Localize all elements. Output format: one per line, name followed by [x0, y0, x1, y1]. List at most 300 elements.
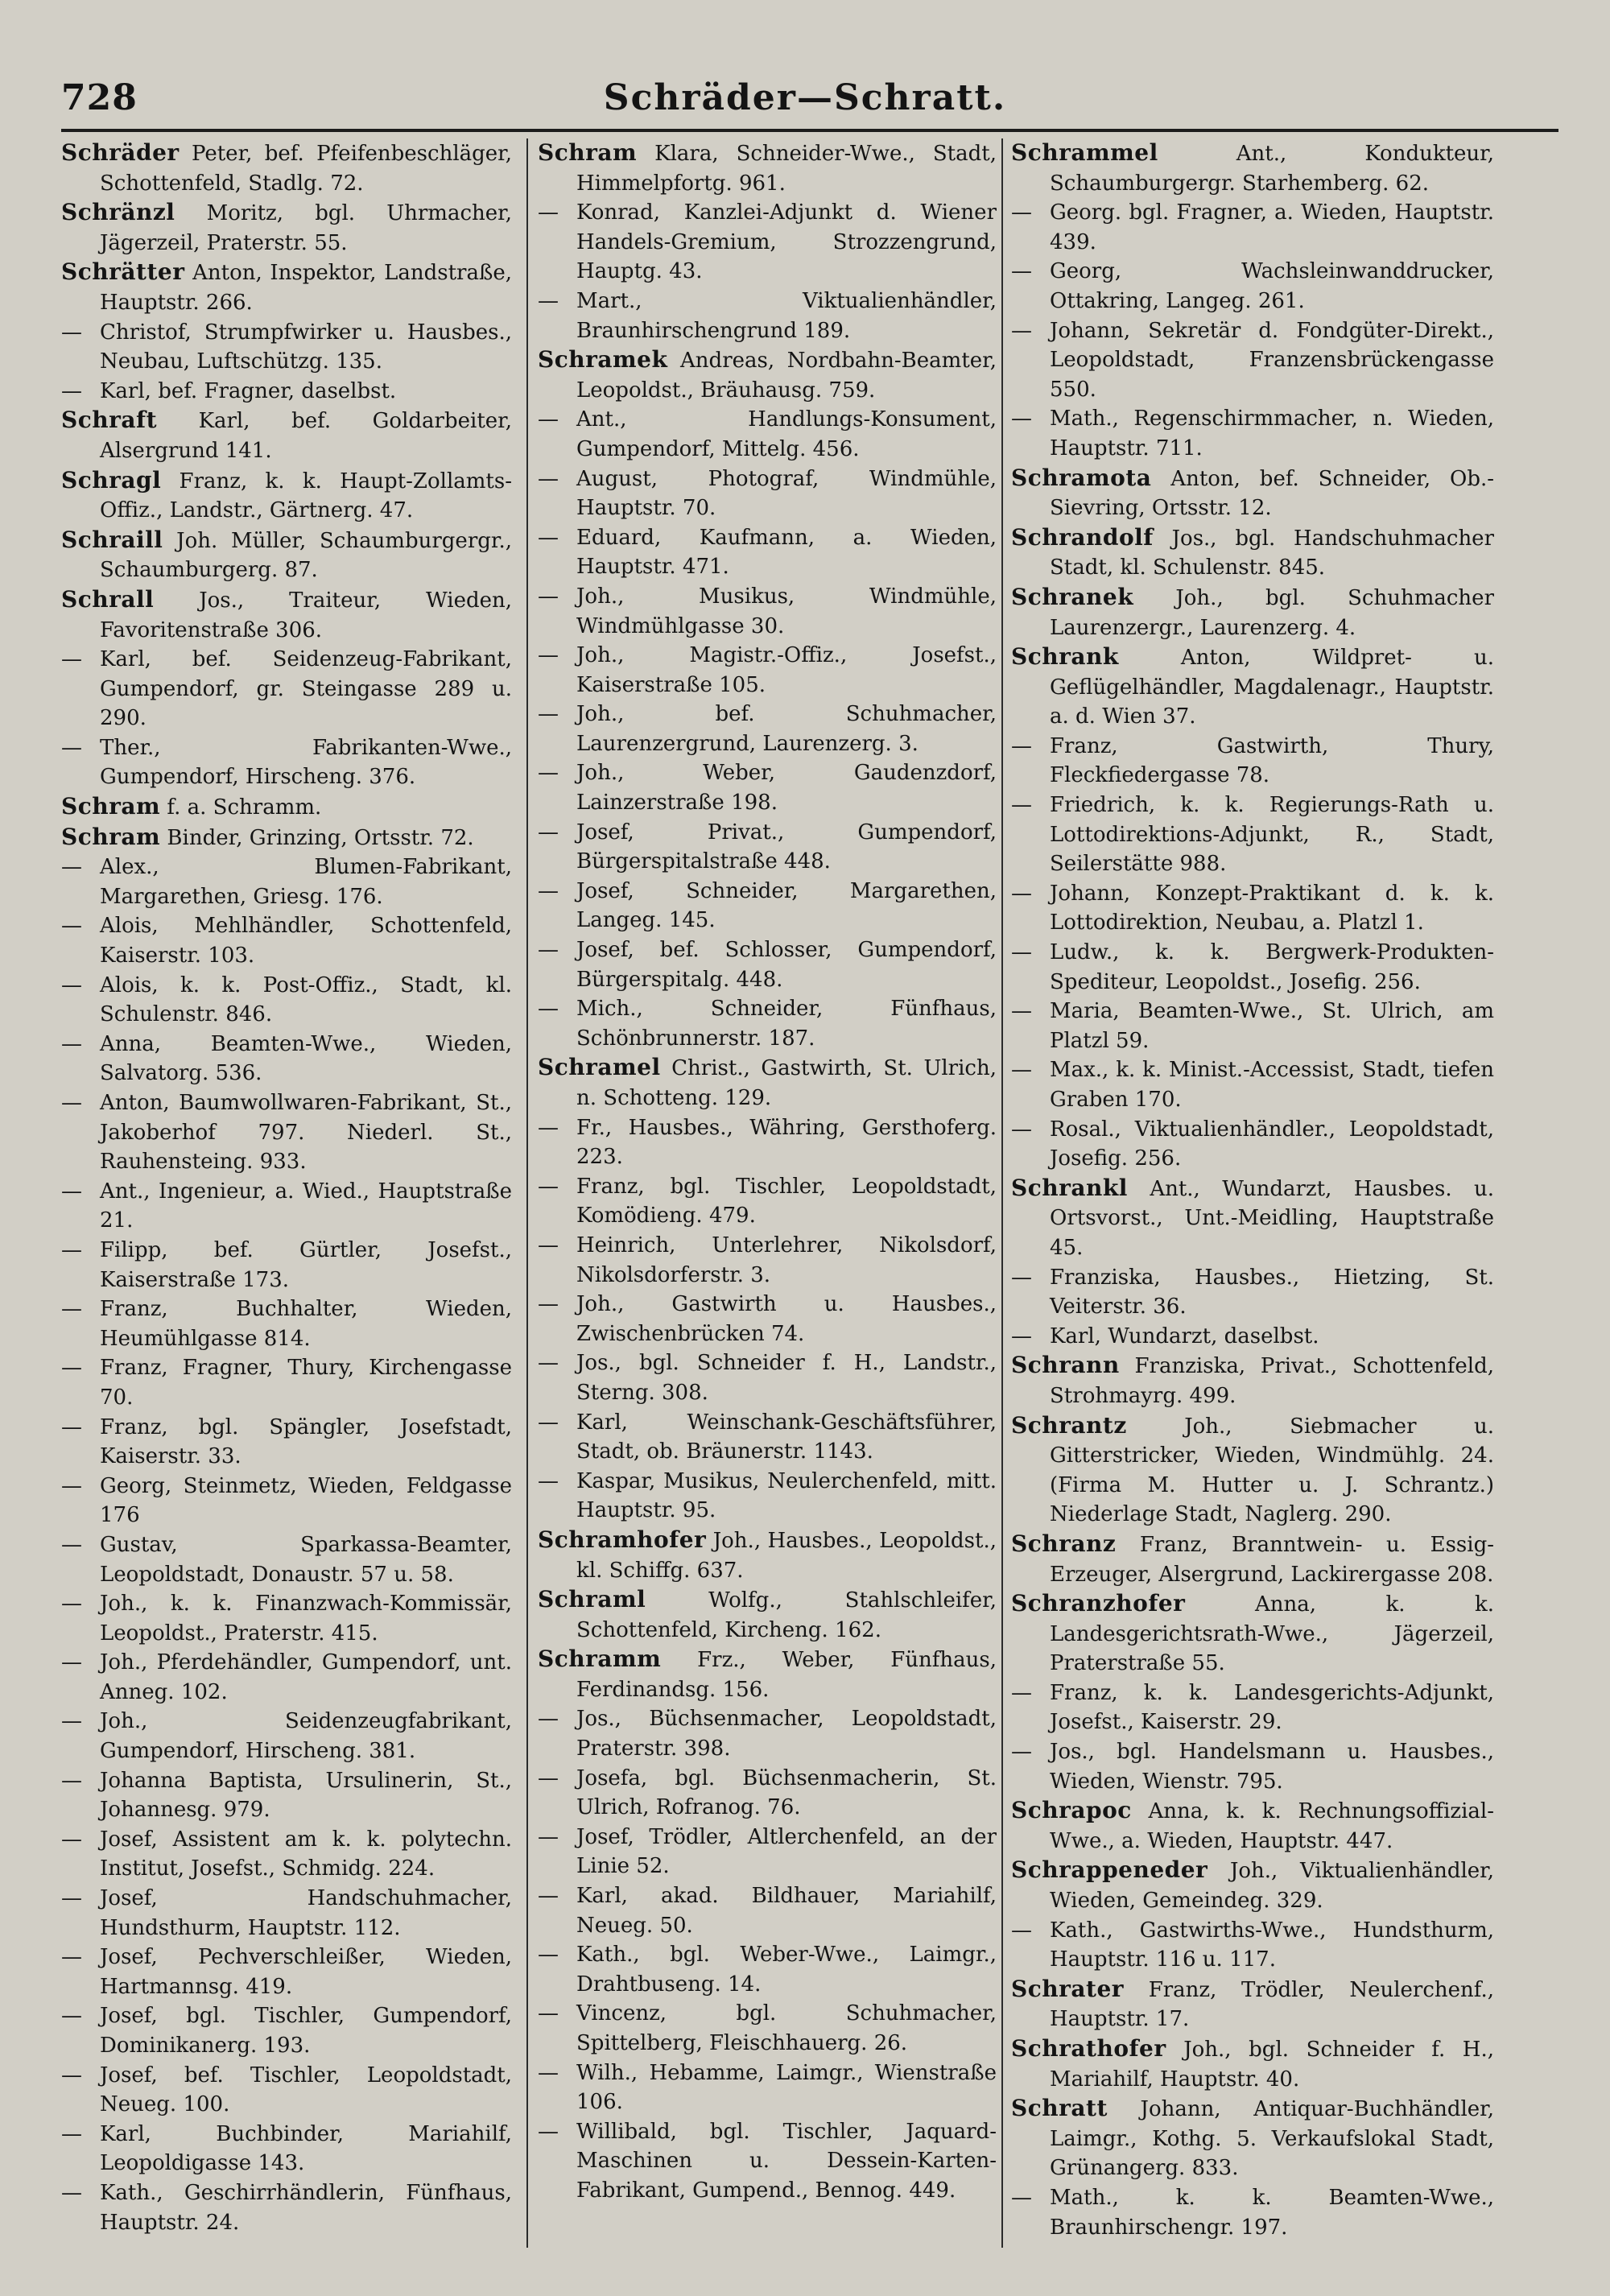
- entry-text: Peter, bef. Pfeifenbeschläger, Schottenfeld, Stadlg. 72.: [100, 142, 512, 196]
- entry-text: Johann, Antiquar-Buchhändler, Laimgr., Kothg. 5. Verkaufslokal Stadt, Grünangerg. 833.: [1050, 2097, 1494, 2181]
- entry-text: Franz, Branntwein- u. Essig-Erzeuger, Alsergrund, Lackirergasse 208.: [1050, 1532, 1494, 1587]
- entry-text: Mich., Schneider, Fünfhaus, Schönbrunnerstr. 187.: [576, 997, 997, 1051]
- directory-entry: [538, 1172, 997, 1231]
- page-title: Schräder—Schratt.: [603, 77, 1007, 118]
- directory-entry: [538, 1764, 997, 1823]
- ditto-dash: —: [1011, 1740, 1032, 1765]
- ditto-dash: —: [538, 1468, 559, 1493]
- directory-entry: [538, 641, 997, 700]
- directory-entry: [61, 1295, 512, 1353]
- ditto-dash: —: [538, 1233, 559, 1257]
- directory-entry: [538, 935, 997, 994]
- directory-entry: [1011, 879, 1494, 938]
- directory-entry: [1011, 1115, 1494, 1174]
- entry-surname: Schramhofer: [538, 1526, 707, 1553]
- directory-entry: [1011, 2183, 1494, 2242]
- entry-surname: Schraml: [538, 1586, 646, 1613]
- entry-text: Karl, Weinschank-Geschäftsführer, Stadt, ob. Bräunerstr. 1143.: [576, 1410, 997, 1464]
- entry-surname: Schratt: [1011, 2095, 1108, 2122]
- entry-surname: Schraft: [61, 407, 157, 434]
- directory-entry: [1011, 583, 1494, 642]
- ditto-dash: —: [538, 466, 559, 491]
- entry-text: Josef, bgl. Tischler, Gumpendorf, Dominikanerg. 193.: [100, 2004, 512, 2058]
- directory-entry: [61, 585, 512, 645]
- entry-text: Franziska, Hausbes., Hietzing, St. Veiterstr. 36.: [1050, 1265, 1494, 1319]
- directory-entry: [538, 1526, 997, 1585]
- entry-text: Franz, Buchhalter, Wieden, Heumühlgasse 814.: [100, 1297, 512, 1351]
- directory-entry: [1011, 1589, 1494, 1679]
- directory-entry: [1011, 1975, 1494, 2034]
- directory-entry: [61, 1088, 512, 1177]
- directory-entry: [538, 2059, 997, 2117]
- ditto-dash: —: [538, 200, 559, 225]
- entry-text: Jos., bgl. Schneider f. H., Landstr., Sterng. 308.: [576, 1351, 997, 1405]
- directory-entry: [61, 466, 512, 526]
- entry-text: Friedrich, k. k. Regierungs-Rath u. Lottodirektions-Adjunkt, R., Stadt, Seilerstätte 988.: [1050, 793, 1494, 877]
- directory-entry: [538, 1881, 997, 1940]
- header-rule: [61, 129, 1558, 132]
- entry-text: Joh., Pferdehändler, Gumpendorf, unt. Anneg. 102.: [100, 1650, 512, 1704]
- directory-entry: [1011, 2094, 1494, 2183]
- directory-entry: [61, 1884, 512, 1943]
- directory-entry: [1011, 642, 1494, 732]
- ditto-dash: —: [61, 972, 82, 997]
- directory-entry: [61, 733, 512, 792]
- directory-entry: [61, 406, 512, 465]
- entry-surname: Schrankl: [1011, 1174, 1128, 1201]
- directory-entry: [1011, 1796, 1494, 1856]
- ditto-dash: —: [538, 1174, 559, 1199]
- directory-entry: [1011, 1263, 1494, 1322]
- ditto-dash: —: [61, 914, 82, 939]
- entry-text: Josef, Privat., Gumpendorf, Bürgerspitalstraße 448.: [576, 820, 997, 874]
- directory-entry: [538, 1585, 997, 1645]
- entry-surname: Schrätter: [61, 258, 185, 286]
- ditto-dash: —: [61, 1356, 82, 1381]
- entry-surname: Schraill: [61, 526, 163, 553]
- ditto-dash: —: [61, 1473, 82, 1498]
- directory-entry: [61, 1648, 512, 1707]
- entry-surname: Schrater: [1011, 1975, 1125, 2002]
- directory-entry: [538, 994, 997, 1053]
- ditto-dash: —: [1011, 1918, 1032, 1943]
- entry-text: Ant., Kondukteur, Schaumburgergr. Starhemberg. 62.: [1050, 142, 1494, 196]
- directory-entry: [61, 1825, 512, 1884]
- entry-text: Franz, bgl. Spängler, Josefstadt, Kaiserstr. 33.: [100, 1414, 512, 1469]
- ditto-dash: —: [61, 378, 82, 403]
- ditto-dash: —: [61, 2180, 82, 2205]
- entry-text: Konrad, Kanzlei-Adjunkt d. Wiener Handels-Gremium, Strozzengrund, Hauptg. 43.: [576, 200, 997, 284]
- directory-entry: [61, 138, 512, 198]
- entry-surname: Schrappeneder: [1011, 1856, 1208, 1884]
- directory-entry: [61, 1707, 512, 1765]
- directory-entry: [538, 138, 997, 198]
- ditto-dash: —: [61, 1297, 82, 1322]
- ditto-dash: —: [538, 938, 559, 963]
- ditto-dash: —: [1011, 1058, 1032, 1083]
- directory-entry: [1011, 1737, 1494, 1796]
- ditto-dash: —: [538, 2001, 559, 2026]
- entry-text: Joh., Seidenzeugfabrikant, Gumpendorf, Hirscheng. 381.: [100, 1709, 512, 1764]
- entry-surname: Schramota: [1011, 464, 1152, 491]
- column-3: [1011, 138, 1494, 2248]
- entry-text: Math., Regenschirmmacher, n. Wieden, Hauptstr. 711.: [1050, 407, 1494, 460]
- directory-entry: [538, 198, 997, 287]
- entry-text: Kath., Geschirrhändlerin, Fünfhaus, Hauptstr. 24.: [100, 2180, 512, 2235]
- entry-text: f. a. Schramm.: [167, 795, 322, 820]
- entry-text: Math., k. k. Beamten-Wwe., Braunhirschengr. 197.: [1050, 2185, 1494, 2240]
- entry-surname: Schräder: [61, 139, 180, 166]
- entry-text: Anton, bef. Schneider, Ob.-Sievring, Ortsstr. 12.: [1050, 466, 1494, 521]
- directory-entry: [1011, 1856, 1494, 1915]
- ditto-dash: —: [1011, 733, 1032, 758]
- entry-text: Maria, Beamten-Wwe., St. Ulrich, am Platzl 59.: [1050, 999, 1494, 1053]
- ditto-dash: —: [61, 2121, 82, 2146]
- entry-text: Alex., Blumen-Fabrikant, Margarethen, Griesg. 176.: [100, 855, 512, 909]
- entry-text: Anna, Beamten-Wwe., Wieden, Salvatorg. 536.: [100, 1031, 512, 1086]
- directory-entry: [61, 377, 512, 407]
- entry-text: Johann, Konzept-Praktikant d. k. k. Lottodirektion, Neubau, a. Platzl 1.: [1050, 881, 1494, 935]
- directory-entry: [538, 1940, 997, 1999]
- directory-entry: [1011, 464, 1494, 523]
- entry-text: Joh., Magistr.-Offiz., Josefst., Kaiserstraße 105.: [576, 643, 997, 697]
- entry-surname: Schrapoc: [1011, 1797, 1132, 1824]
- directory-entry: [61, 1589, 512, 1648]
- ditto-dash: —: [538, 1115, 559, 1140]
- entry-text: Franz, bgl. Tischler, Leopoldstadt, Komödieng. 479.: [576, 1174, 997, 1229]
- entry-text: Joh., k. k. Finanzwach-Kommissär, Leopoldst., Praterstr. 415.: [100, 1592, 512, 1646]
- directory-entry: [1011, 791, 1494, 879]
- directory-entry: [1011, 1351, 1494, 1410]
- directory-entry: [61, 526, 512, 585]
- directory-entry: [538, 465, 997, 523]
- directory-entry: [538, 877, 997, 935]
- directory-entry: [61, 853, 512, 911]
- entry-text: Jos., bgl. Handelsmann u. Hausbes., Wieden, Wienstr. 795.: [1050, 1740, 1494, 1794]
- ditto-dash: —: [61, 2004, 82, 2029]
- entry-text: Johanna Baptista, Ursulinerin, St., Johannesg. 979.: [100, 1768, 512, 1823]
- directory-entry: [538, 1645, 997, 1704]
- entry-text: Karl, Wundarzt, daselbst.: [1050, 1324, 1319, 1348]
- directory-entry: [538, 1704, 997, 1763]
- entry-text: Joh., Siebmacher u. Gitterstricker, Wieden, Windmühlg. 24. (Firma M. Hutter u. J. Schrantz.) Niederlage Stadt, Naglerg. 290.: [1050, 1414, 1494, 1527]
- ditto-dash: —: [61, 1532, 82, 1557]
- ditto-dash: —: [61, 2063, 82, 2087]
- entry-surname: Schrall: [61, 585, 155, 613]
- entry-surname: Schragl: [61, 466, 162, 493]
- entry-surname: Schranek: [1011, 583, 1134, 610]
- directory-entry: [538, 1231, 997, 1290]
- entry-text: Anna, k. k. Rechnungsoffizial-Wwe., a. Wieden, Hauptstr. 447.: [1050, 1799, 1494, 1853]
- ditto-dash: —: [61, 1650, 82, 1675]
- entry-text: Joh., Weber, Gaudenzdorf, Lainzerstraße 198.: [576, 761, 997, 816]
- directory-entry: [61, 1177, 512, 1236]
- entry-surname: Schrathofer: [1011, 2035, 1166, 2062]
- column-2: [538, 138, 997, 2248]
- directory-entry: [1011, 1916, 1494, 1975]
- directory-entry: [61, 1353, 512, 1412]
- ditto-dash: —: [538, 997, 559, 1022]
- directory-entry: [61, 318, 512, 377]
- entry-text: Karl, akad. Bildhauer, Mariahilf, Neueg. 50.: [576, 1884, 997, 1938]
- entry-text: Josef, Assistent am k. k. polytechn. Institut, Josefst., Schmidg. 224.: [100, 1827, 512, 1881]
- entry-text: Joh., Hausbes., Leopoldst., kl. Schiffg. 637.: [576, 1528, 997, 1583]
- entry-text: Christ., Gastwirth, St. Ulrich, n. Schotteng. 129.: [576, 1056, 997, 1110]
- entry-text: Anton, Wildpret- u. Geflügelhändler, Magdalenagr., Hauptstr. a. d. Wien 37.: [1050, 646, 1494, 729]
- entry-text: Franziska, Privat., Schottenfeld, Strohmayrg. 499.: [1050, 1354, 1494, 1408]
- directory-entry: [61, 1530, 512, 1589]
- directory-entry: [538, 523, 997, 582]
- entry-text: Andreas, Nordbahn-Beamter, Leopoldst., Bräuhausg. 759.: [576, 349, 997, 403]
- entry-text: Wolfg., Stahlschleifer, Schottenfeld, Kircheng. 162.: [576, 1588, 997, 1642]
- entry-text: Karl, bef. Goldarbeiter, Alsergrund 141.: [100, 409, 512, 463]
- entry-text: Josefa, bgl. Büchsenmacherin, St. Ulrich, Rofranog. 76.: [576, 1765, 997, 1820]
- entry-text: Karl, bef. Fragner, daselbst.: [100, 378, 397, 403]
- entry-text: Franz, k. k. Haupt-Zollamts-Offiz., Landstr., Gärtnerg. 47.: [100, 469, 512, 523]
- directory-entry: [1011, 1322, 1494, 1352]
- entry-text: Karl, Buchbinder, Mariahilf, Leopoldigasse 143.: [100, 2121, 512, 2176]
- entry-text: Kaspar, Musikus, Neulerchenfeld, mitt. Hauptstr. 95.: [576, 1468, 997, 1523]
- column-1: [61, 138, 512, 2248]
- entry-surname: Schrandolf: [1011, 523, 1154, 551]
- entry-text: Max., k. k. Minist.-Accessist, Stadt, tiefen Graben 170.: [1050, 1058, 1494, 1112]
- directory-entry: [1011, 138, 1494, 198]
- entry-text: Fr., Hausbes., Währing, Gersthoferg. 223.: [576, 1115, 997, 1170]
- entry-text: Gustav, Sparkassa-Beamter, Leopoldstadt, Donaustr. 57 u. 58.: [100, 1532, 512, 1587]
- directory-entry: [61, 1766, 512, 1825]
- directory-entry: [538, 1348, 997, 1407]
- directory-entry: [61, 823, 512, 853]
- directory-entry: [1011, 938, 1494, 997]
- ditto-dash: —: [538, 702, 559, 727]
- ditto-dash: —: [61, 1414, 82, 1439]
- entry-text: Kath., bgl. Weber-Wwe., Laimgr., Drahtbuseng. 14.: [576, 1943, 997, 1997]
- directory-entry: [538, 1823, 997, 1881]
- entry-text: Georg, Steinmetz, Wieden, Feldgasse 176: [100, 1473, 512, 1528]
- directory-entry: [538, 1053, 997, 1113]
- directory-entry: [1011, 257, 1494, 316]
- ditto-dash: —: [538, 1707, 559, 1732]
- entry-text: Wilh., Hebamme, Laimgr., Wienstraße 106.: [576, 2060, 997, 2115]
- ditto-dash: —: [61, 1768, 82, 1793]
- entry-surname: Schrammel: [1011, 139, 1158, 166]
- directory-entry: [1011, 1174, 1494, 1263]
- ditto-dash: —: [1011, 318, 1032, 343]
- entry-text: August, Photograf, Windmühle, Hauptstr. 70.: [576, 466, 997, 521]
- ditto-dash: —: [1011, 1265, 1032, 1290]
- ditto-dash: —: [538, 1292, 559, 1317]
- entry-text: Joh., bgl. Schneider f. H., Mariahilf, Hauptstr. 40.: [1050, 2038, 1494, 2092]
- entry-surname: Schrantz: [1011, 1411, 1127, 1439]
- ditto-dash: —: [538, 584, 559, 609]
- page-number: 728: [61, 77, 138, 118]
- entry-text: Filipp, bef. Gürtler, Josefst., Kaiserstraße 173.: [100, 1237, 512, 1292]
- ditto-dash: —: [538, 1351, 559, 1376]
- entry-text: Moritz, bgl. Uhrmacher, Jägerzeil, Praterstr. 55.: [100, 201, 512, 255]
- directory-entry: [1011, 997, 1494, 1055]
- directory-entry: [1011, 198, 1494, 257]
- entry-text: Heinrich, Unterlehrer, Nikolsdorf, Nikolsdorferstr. 3.: [576, 1233, 997, 1287]
- entry-text: Anna, k. k. Landesgerichtsrath-Wwe., Jägerzeil, Praterstraße 55.: [1050, 1592, 1494, 1676]
- ditto-dash: —: [538, 1765, 559, 1790]
- ditto-dash: —: [538, 878, 559, 903]
- entry-text: Ludw., k. k. Bergwerk-Produkten-Spediteur, Leopoldst., Josefig. 256.: [1050, 940, 1494, 994]
- entry-text: Ant., Wundarzt, Hausbes. u. Ortsvorst., Unt.-Meidling, Hauptstraße 45.: [1050, 1176, 1494, 1260]
- directory-entry: [61, 198, 512, 258]
- ditto-dash: —: [1011, 200, 1032, 225]
- entry-text: Rosal., Viktualienhändler., Leopoldstadt, Josefig. 256.: [1050, 1117, 1494, 1171]
- entry-text: Alois, Mehlhändler, Schottenfeld, Kaiserstr. 103.: [100, 914, 512, 968]
- ditto-dash: —: [538, 407, 559, 432]
- ditto-dash: —: [61, 647, 82, 672]
- ditto-dash: —: [61, 1945, 82, 1970]
- entry-text: Josef, Schneider, Margarethen, Langeg. 145.: [576, 878, 997, 933]
- entry-surname: Schramek: [538, 346, 668, 374]
- ditto-dash: —: [61, 1179, 82, 1204]
- directory-entry: [538, 1113, 997, 1172]
- entry-surname: Schramel: [538, 1054, 661, 1081]
- column-divider: [526, 138, 528, 2248]
- ditto-dash: —: [538, 820, 559, 844]
- ditto-dash: —: [538, 525, 559, 550]
- entry-surname: Schram: [61, 793, 161, 820]
- directory-entry: [61, 792, 512, 823]
- entry-text: Joh., Gastwirth u. Hausbes., Zwischenbrücken 74.: [576, 1292, 997, 1346]
- entry-surname: Schranzhofer: [1011, 1590, 1186, 1617]
- entry-text: Johann, Sekretär d. Fondgüter-Direkt., Leopoldstadt, Franzensbrückengasse 550.: [1050, 318, 1494, 402]
- entry-text: Franz, k. k. Landesgerichts-Adjunkt, Josefst., Kaiserstr. 29.: [1050, 1680, 1494, 1735]
- entry-text: Joh. Müller, Schaumburgergr., Schaumburgerg. 87.: [100, 528, 512, 583]
- entry-text: Klara, Schneider-Wwe., Stadt, Himmelpfortg. 961.: [576, 142, 997, 196]
- entry-text: Josef, Pechverschleißer, Wieden, Hartmannsg. 419.: [100, 1945, 512, 1999]
- entry-text: Frz., Weber, Fünfhaus, Ferdinandsg. 156.: [576, 1648, 997, 1702]
- directory-entry: [61, 911, 512, 970]
- ditto-dash: —: [61, 855, 82, 880]
- entry-text: Joh., Viktualienhändler, Wieden, Gemeindeg. 329.: [1050, 1859, 1494, 1914]
- ditto-dash: —: [1011, 1680, 1032, 1705]
- directory-entry: [1011, 1411, 1494, 1530]
- directory-entry: [1011, 1530, 1494, 1589]
- entry-text: Franz, Gastwirth, Thury, Fleckfiedergasse 78.: [1050, 733, 1494, 788]
- entry-text: Joh., Musikus, Windmühle, Windmühlgasse 30.: [576, 584, 997, 638]
- ditto-dash: —: [538, 2060, 559, 2085]
- entry-text: Vincenz, bgl. Schuhmacher, Spittelberg, Fleischhauerg. 26.: [576, 2001, 997, 2055]
- entry-surname: Schrann: [1011, 1352, 1120, 1379]
- entry-text: Josef, bef. Schlosser, Gumpendorf, Bürgerspitalg. 448.: [576, 938, 997, 992]
- entry-text: Ant., Ingenieur, a. Wied., Hauptstraße 21.: [100, 1179, 512, 1233]
- ditto-dash: —: [61, 320, 82, 345]
- entry-text: Ther., Fabrikanten-Wwe., Gumpendorf, Hirscheng. 376.: [100, 735, 512, 790]
- directory-entry: [61, 1236, 512, 1295]
- ditto-dash: —: [538, 1943, 559, 1968]
- ditto-dash: —: [538, 761, 559, 786]
- directory-entry: [538, 758, 997, 817]
- ditto-dash: —: [61, 1592, 82, 1617]
- entry-text: Georg. bgl. Fragner, a. Wieden, Hauptstr. 439.: [1050, 200, 1494, 254]
- ditto-dash: —: [61, 1091, 82, 1115]
- ditto-dash: —: [1011, 793, 1032, 818]
- ditto-dash: —: [538, 2119, 559, 2144]
- directory-entry: [538, 1467, 997, 1526]
- directory-entry: [1011, 404, 1494, 463]
- entry-text: Binder, Grinzing, Ortsstr. 72.: [167, 825, 474, 850]
- ditto-dash: —: [1011, 2185, 1032, 2210]
- ditto-dash: —: [61, 735, 82, 760]
- entry-text: Willibald, bgl. Tischler, Jaquard-Maschinen u. Dessein-Karten-Fabrikant, Gumpend., Bennog. 449.: [576, 2119, 997, 2203]
- entry-text: Kath., Gastwirths-Wwe., Hundsthurm, Hauptstr. 116 u. 117.: [1050, 1918, 1494, 1972]
- entry-surname: Schram: [538, 139, 638, 166]
- ditto-dash: —: [1011, 940, 1032, 965]
- ditto-dash: —: [538, 643, 559, 668]
- entry-text: Franz, Trödler, Neulerchenf., Hauptstr. 17.: [1050, 1977, 1494, 2032]
- page-header: [0, 77, 1610, 122]
- entry-text: Georg, Wachsleinwanddrucker, Ottakring, Langeg. 261.: [1050, 259, 1494, 313]
- directory-entry: [538, 405, 997, 464]
- directory-entry: [538, 345, 997, 405]
- ditto-dash: —: [538, 1410, 559, 1435]
- directory-entry: [61, 1472, 512, 1530]
- directory-entry: [61, 971, 512, 1030]
- entry-text: Jos., bgl. Handschuhmacher Stadt, kl. Schulenstr. 845.: [1050, 526, 1494, 580]
- entry-text: Jos., Traiteur, Wieden, Favoritenstraße 306.: [100, 588, 512, 642]
- directory-entry: [1011, 2034, 1494, 2094]
- directory-entry: [61, 2001, 512, 2060]
- ditto-dash: —: [538, 1884, 559, 1909]
- ditto-dash: —: [1011, 259, 1032, 284]
- directory-entry: [61, 1413, 512, 1472]
- directory-entry: [61, 645, 512, 733]
- ditto-dash: —: [1011, 999, 1032, 1024]
- directory-entry: [538, 287, 997, 345]
- directory-entry: [538, 1408, 997, 1467]
- entry-text: Joh., bgl. Schuhmacher Laurenzergr., Laurenzerg. 4.: [1050, 585, 1494, 640]
- directory-entry: [1011, 523, 1494, 583]
- entry-text: Jos., Büchsenmacher, Leopoldstadt, Praterstr. 398.: [576, 1707, 997, 1761]
- directory-entry: [538, 2117, 997, 2206]
- column-divider: [1001, 138, 1003, 2248]
- ditto-dash: —: [61, 1827, 82, 1852]
- entry-text: Mart., Viktualienhändler, Braunhirschengrund 189.: [576, 288, 997, 343]
- directory-entry: [61, 2120, 512, 2178]
- entry-text: Alois, k. k. Post-Offiz., Stadt, kl. Schulenstr. 846.: [100, 972, 512, 1027]
- directory-entry: [61, 2178, 512, 2237]
- ditto-dash: —: [61, 1237, 82, 1262]
- entry-text: Ant., Handlungs-Konsument, Gumpendorf, Mittelg. 456.: [576, 407, 997, 461]
- directory-entry: [538, 818, 997, 877]
- directory-entry: [538, 700, 997, 758]
- directory-entry: [538, 1999, 997, 2058]
- ditto-dash: —: [61, 1709, 82, 1734]
- entry-text: Eduard, Kaufmann, a. Wieden, Hauptstr. 471.: [576, 525, 997, 580]
- ditto-dash: —: [1011, 881, 1032, 906]
- entry-text: Karl, bef. Seidenzeug-Fabrikant, Gumpendorf, gr. Steingasse 289 u. 290.: [100, 647, 512, 731]
- directory-entry: [1011, 316, 1494, 405]
- entry-text: Anton, Inspektor, Landstraße, Hauptstr. 266.: [100, 261, 512, 315]
- ditto-dash: —: [1011, 1117, 1032, 1142]
- ditto-dash: —: [1011, 407, 1032, 432]
- ditto-dash: —: [61, 1886, 82, 1911]
- entry-text: Josef, bef. Tischler, Leopoldstadt, Neueg. 100.: [100, 2063, 512, 2117]
- ditto-dash: —: [61, 1031, 82, 1056]
- entry-text: Josef, Handschuhmacher, Hundsthurm, Hauptstr. 112.: [100, 1886, 512, 1940]
- entry-surname: Schranz: [1011, 1530, 1117, 1557]
- directory-entry: [1011, 1679, 1494, 1737]
- entry-text: Josef, Trödler, Altlerchenfeld, an der Linie 52.: [576, 1824, 997, 1879]
- ditto-dash: —: [538, 288, 559, 313]
- directory-entry: [61, 2061, 512, 2120]
- entry-text: Christof, Strumpfwirker u. Hausbes., Neubau, Luftschützg. 135.: [100, 320, 512, 374]
- directory-entry: [61, 1943, 512, 2001]
